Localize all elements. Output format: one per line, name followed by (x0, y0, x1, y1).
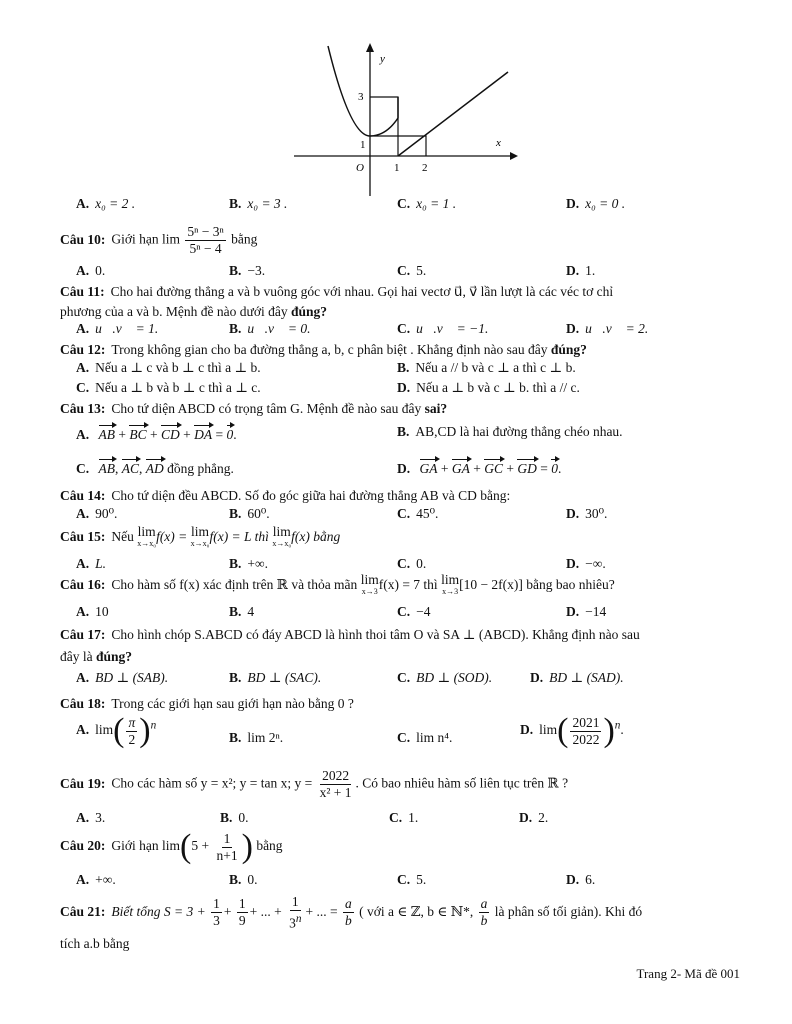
q15-option-c[interactable]: C. 0. (397, 556, 427, 571)
q14-option-d[interactable]: D. 30⁰. (566, 506, 608, 521)
q11-option-c[interactable]: C. u⃗.v⃗ = −1. (397, 321, 489, 336)
page-footer: Trang 2- Mã đề 001 (636, 966, 740, 981)
q18-option-d[interactable]: D. lim( $\frac{2021}{2022}$ )$^n$. (520, 712, 624, 749)
q16-option-d[interactable]: D. −14 (566, 604, 607, 619)
q13-option-c[interactable]: C. AB, AC, AD đồng phẳng. (76, 458, 234, 477)
question-11: Câu 11: Cho hai đường thẳng a và b vuông góc với nhau. Gọi hai vectơ u⃗, v⃗ lần lượt là các véc tơ chỉ phương của a và b. Mệnh đề nào dưới đây đúng? (60, 284, 614, 319)
q13-option-a[interactable]: A. AB + BC + CD + DA = 0. (76, 424, 237, 443)
q14-option-b[interactable]: B. 60⁰. (229, 506, 270, 521)
q9-option-c[interactable]: C. x₀ = 1 . (397, 196, 457, 211)
x-axis-label: x (496, 137, 501, 149)
q11-option-b[interactable]: B. u⃗.v⃗ = 0. (229, 321, 311, 336)
question-17: Câu 17: Cho hình chóp S.ABCD có đáy ABCD là hình thoi tâm O và SA ⊥ (ABCD). Khẳng định nào sau đây là đúng? (60, 627, 640, 664)
q12-option-a[interactable]: A. Nếu a ⊥ c và b ⊥ c thì a ⊥ b. (76, 360, 261, 375)
question-21: Câu 21: Biết tổng S = 3 + $\frac{1}{3}$ + $\frac{1}{9}$ + ... + $\frac{1}{3^n}$ + ... = $\frac{a}{b}$ ( với a ∈ ℤ, b ∈ ℕ*, $\frac{a}{b}$ là phân số tối giản). Khi đó (60, 894, 643, 931)
q12-option-b[interactable]: B. Nếu a // b và c ⊥ a thì c ⊥ b. (397, 360, 576, 375)
q13-option-b[interactable]: B. AB,CD là hai đường thẳng chéo nhau. (397, 424, 623, 439)
q16-option-a[interactable]: A. 10 (76, 604, 109, 619)
y-tick-3: 3 (358, 91, 364, 103)
q17-option-a[interactable]: A. BD ⊥ (SAB). (76, 670, 169, 685)
q17-option-b[interactable]: B. BD ⊥ (SAC). (229, 670, 322, 685)
q20-option-c[interactable]: C. 5. (397, 872, 427, 887)
q10-option-d[interactable]: D. 1. (566, 263, 596, 278)
q10-option-b[interactable]: B. −3. (229, 263, 266, 278)
q20-option-b[interactable]: B. 0. (229, 872, 258, 887)
question-13: Câu 13: Cho tứ diện ABCD có trọng tâm G. Mệnh đề nào sau đây sai? (60, 401, 448, 416)
origin-label: O (356, 162, 364, 174)
question-15: Câu 15: Nếu lim x→x₀ f(x) = lim x→x₀ f(x) = L thì lim x→x₀ f(x) bằng (60, 524, 341, 548)
question-10: Câu 10: Giới hạn lim $\frac{\text{5ⁿ − 3ⁿ}}{\text{5ⁿ − 4}}$ bằng (60, 224, 258, 256)
q9-option-b[interactable]: B. x₀ = 3 . (229, 196, 288, 211)
q9-option-a[interactable]: A. x₀ = 2 . (76, 196, 136, 211)
q12-option-c[interactable]: C. Nếu a ⊥ b và b ⊥ c thì a ⊥ c. (76, 380, 261, 395)
q12-option-d[interactable]: D. Nếu a ⊥ b và c ⊥ b. thì a // c. (397, 380, 580, 395)
q17-option-d[interactable]: D. BD ⊥ (SAD). (530, 670, 624, 685)
q14-option-c[interactable]: C. 45⁰. (397, 506, 439, 521)
q16-option-b[interactable]: B. 4 (229, 604, 255, 619)
question-19: Câu 19: Cho các hàm số y = x²; y = tan x; y = $\frac{2022}{\text{x² + 1}}$ . Có bao nhiêu hàm số liên tục trên ℝ ? (60, 768, 569, 800)
question-18: Câu 18: Trong các giới hạn sau giới hạn nào bằng 0 ? (60, 696, 354, 711)
q10-option-a[interactable]: A. 0. (76, 263, 106, 278)
question-20: Câu 20: Giới hạn lim(5 + $\frac{1}{n+1}$ ) bằng (60, 828, 283, 865)
q9-option-d[interactable]: D. x₀ = 0 . (566, 196, 626, 211)
q19-option-a[interactable]: A. 3. (76, 810, 106, 825)
q19-option-c[interactable]: C. 1. (389, 810, 419, 825)
function-graph (290, 40, 520, 200)
x-tick-1: 1 (394, 162, 400, 174)
y-tick-1: 1 (360, 139, 366, 151)
q10-option-c[interactable]: C. 5. (397, 263, 427, 278)
q19-option-b[interactable]: B. 0. (220, 810, 249, 825)
q14-option-a[interactable]: A. 90⁰. (76, 506, 118, 521)
q18-option-c[interactable]: C. lim n⁴. (397, 730, 453, 745)
question-12: Câu 12: Trong không gian cho ba đường thẳng a, b, c phân biệt . Khẳng định nào sau đây đúng? (60, 342, 587, 357)
q11-option-d[interactable]: D. u⃗.v⃗ = 2. (566, 321, 649, 336)
q19-option-d[interactable]: D. 2. (519, 810, 549, 825)
question-16: Câu 16: Cho hàm số f(x) xác định trên ℝ và thỏa mãn lim x→3 f(x) = 7 thì lim x→3 [10 − 2f(x)] bằng bao nhiêu? (60, 572, 615, 596)
question-21-line2: tích a.b bằng (60, 936, 130, 951)
y-axis-label: y (380, 53, 385, 65)
q15-option-a[interactable]: A. L. (76, 556, 107, 571)
q18-option-b[interactable]: B. lim 2ⁿ. (229, 730, 284, 745)
question-14: Câu 14: Cho tứ diện đều ABCD. Số đo góc giữa hai đường thẳng AB và CD bằng: (60, 488, 511, 503)
q13-option-d[interactable]: D. GA + GA + GC + GD = 0. (397, 458, 561, 477)
q20-option-a[interactable]: A. +∞. (76, 872, 116, 887)
q16-option-c[interactable]: C. −4 (397, 604, 431, 619)
q11-option-a[interactable]: A. u⃗.v⃗ = 1. (76, 321, 159, 336)
q17-option-c[interactable]: C. BD ⊥ (SOD). (397, 670, 493, 685)
q20-option-d[interactable]: D. 6. (566, 872, 596, 887)
q18-option-a[interactable]: A. lim( $\frac{\pi}{2}$ )$^n$ (76, 712, 157, 749)
q15-option-b[interactable]: B. +∞. (229, 556, 269, 571)
x-tick-2: 2 (422, 162, 428, 174)
q15-option-d[interactable]: D. −∞. (566, 556, 606, 571)
